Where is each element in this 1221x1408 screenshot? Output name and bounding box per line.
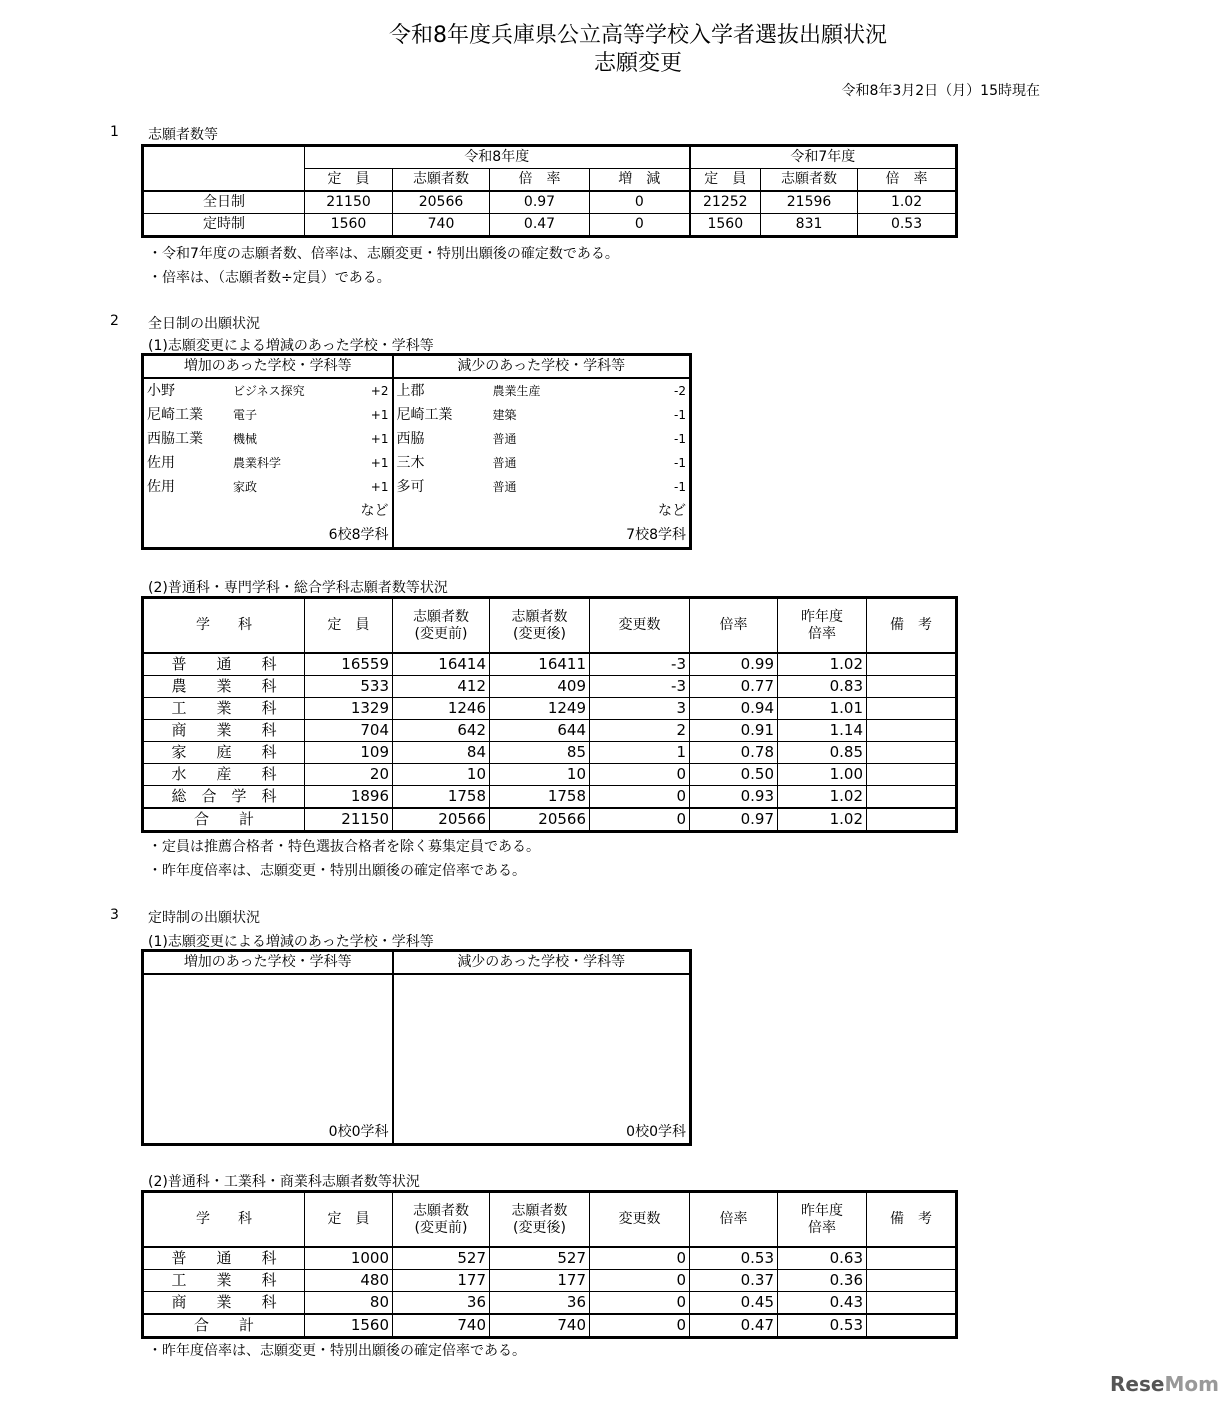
department-name: 機械 — [233, 431, 258, 446]
cell: 831 — [761, 214, 858, 236]
school-name: 尼崎工業 — [396, 406, 453, 423]
cell: 1329 — [305, 698, 393, 720]
dept-label: 家 庭 科 — [144, 742, 305, 764]
section-2-sub1: (1)志願変更による増減のあった学校・学科等 — [148, 338, 434, 354]
cell: 0.78 — [690, 742, 778, 764]
cell: 1560 — [305, 214, 393, 236]
list-item — [394, 403, 690, 427]
summary-table — [143, 146, 956, 236]
list-item — [144, 427, 392, 451]
school-name: 多可 — [396, 478, 425, 495]
department-name: 電子 — [233, 407, 258, 422]
col-header: 定 員 — [305, 599, 393, 654]
cell: 36 — [393, 1292, 490, 1315]
note: ・定員は推薦合格者・特色選抜合格者を除く募集定員である。 — [148, 839, 540, 855]
cell — [867, 808, 956, 831]
cell: 0.53 — [690, 1247, 778, 1270]
school-name: 佐用 — [147, 478, 175, 495]
cell — [867, 1314, 956, 1337]
cell: 740 — [393, 1314, 490, 1337]
delta-value: -1 — [674, 455, 686, 470]
etc-label: など — [658, 502, 686, 519]
cell: 21596 — [761, 191, 858, 214]
dept-label: 普 通 科 — [144, 653, 305, 676]
list-item — [144, 451, 392, 475]
cell: 1896 — [305, 786, 393, 809]
col-header: 志願者数 (変更後) — [490, 599, 590, 654]
cell: 20566 — [393, 808, 490, 831]
cell: 20566 — [393, 191, 490, 214]
decrease-header: 減少のあった学校・学科等 — [393, 952, 690, 975]
cell: 3 — [590, 698, 690, 720]
list-item — [394, 475, 690, 499]
cell: 1.00 — [778, 764, 867, 786]
list-item — [394, 427, 690, 451]
section-2-heading: 全日制の出願状況 — [148, 316, 260, 332]
school-name: 尼崎工業 — [147, 406, 203, 423]
col-header: 志願者数 — [393, 169, 490, 192]
cell: 0.53 — [858, 214, 956, 236]
cell: 20 — [305, 764, 393, 786]
cell — [867, 1292, 956, 1315]
list-item — [144, 403, 392, 427]
section-3-number: 3 — [110, 907, 119, 923]
cell: 0.94 — [690, 698, 778, 720]
cell: 0.63 — [778, 1247, 867, 1270]
as-of-date: 令和8年3月2日（月）15時現在 — [841, 83, 1040, 99]
cell: 0 — [590, 191, 690, 214]
changes-table-parttime — [143, 951, 690, 1144]
cell — [867, 720, 956, 742]
dept-label: 農 業 科 — [144, 676, 305, 698]
row-label: 定時制 — [144, 214, 305, 236]
cell: 0 — [590, 1292, 690, 1315]
cell — [867, 786, 956, 809]
cell — [867, 742, 956, 764]
cell: 1758 — [490, 786, 590, 809]
cell: 0.77 — [690, 676, 778, 698]
page-title: 令和8年度兵庫県公立高等学校入学者選抜出願状況 — [389, 23, 887, 48]
table-row — [144, 214, 956, 236]
col-header: 変更数 — [590, 599, 690, 654]
cell: 21252 — [690, 191, 761, 214]
cell: 642 — [393, 720, 490, 742]
cell: 0 — [590, 786, 690, 809]
changes-table-fulltime — [143, 355, 690, 548]
dept-label: 総 合 学 科 — [144, 786, 305, 809]
cell: 0.47 — [490, 214, 590, 236]
cell: 0.36 — [778, 1270, 867, 1292]
list-item — [144, 379, 392, 403]
cell: -3 — [590, 676, 690, 698]
cell: 85 — [490, 742, 590, 764]
section-2-sub2: (2)普通科・専門学科・総合学科志願者数等状況 — [148, 580, 448, 596]
cell: 1.02 — [778, 653, 867, 676]
cell: 1246 — [393, 698, 490, 720]
col-header: 変更数 — [590, 1193, 690, 1248]
department-name: 普通 — [492, 431, 517, 446]
cell: 10 — [393, 764, 490, 786]
table-row — [144, 720, 956, 742]
dept-table-fulltime — [143, 598, 956, 831]
cell: 0.97 — [690, 808, 778, 831]
col-header: 倍 率 — [490, 169, 590, 192]
cell: 21150 — [305, 191, 393, 214]
cell: 1 — [590, 742, 690, 764]
cell: 21150 — [305, 808, 393, 831]
cell: 0.99 — [690, 653, 778, 676]
department-name: 普通 — [492, 479, 517, 494]
dept-label: 合 計 — [144, 808, 305, 831]
resemom-logo: ReseMom — [1110, 1372, 1219, 1396]
total-count: 7校8学科 — [626, 526, 686, 543]
col-header: 昨年度 倍率 — [778, 599, 867, 654]
cell: 409 — [490, 676, 590, 698]
etc-label: など — [360, 502, 389, 519]
cell: 1560 — [305, 1314, 393, 1337]
table-row — [144, 1292, 956, 1315]
cell: 0 — [590, 1270, 690, 1292]
dept-label: 工 業 科 — [144, 1270, 305, 1292]
page-subtitle: 志願変更 — [593, 51, 682, 76]
col-header: 定 員 — [305, 169, 393, 192]
cell: 0.43 — [778, 1292, 867, 1315]
cell: 0.50 — [690, 764, 778, 786]
cell: 0.53 — [778, 1314, 867, 1337]
col-header: 志願者数 (変更前) — [393, 599, 490, 654]
note: ・昨年度倍率は、志願変更・特別出願後の確定倍率である。 — [148, 863, 526, 879]
col-header: 備 考 — [867, 599, 956, 654]
note: ・令和7年度の志願者数、倍率は、志願変更・特別出願後の確定数である。 — [148, 246, 619, 262]
year8-header: 令和8年度 — [305, 147, 690, 169]
col-header: 学 科 — [144, 599, 305, 654]
delta-value: +2 — [370, 383, 389, 398]
dept-label: 普 通 科 — [144, 1247, 305, 1270]
cell: 1000 — [305, 1247, 393, 1270]
cell: 0 — [590, 1247, 690, 1270]
department-name: 農業科学 — [233, 455, 282, 470]
cell: 109 — [305, 742, 393, 764]
col-header: 倍率 — [690, 1193, 778, 1248]
delta-value: +1 — [370, 407, 389, 422]
list-item — [144, 475, 392, 499]
row-label: 全日制 — [144, 191, 305, 214]
note: ・倍率は、（志願者数÷定員）である。 — [148, 270, 391, 286]
cell — [867, 1247, 956, 1270]
cell: 1.02 — [858, 191, 956, 214]
school-name: 西脇工業 — [147, 430, 203, 447]
cell — [867, 653, 956, 676]
cell: 1.14 — [778, 720, 867, 742]
cell — [867, 764, 956, 786]
cell: 80 — [305, 1292, 393, 1315]
cell: 0.85 — [778, 742, 867, 764]
cell: 10 — [490, 764, 590, 786]
cell: 16411 — [490, 653, 590, 676]
table-row — [144, 191, 956, 214]
cell — [867, 1270, 956, 1292]
increase-header: 増加のあった学校・学科等 — [144, 952, 393, 975]
school-name: 西脇 — [396, 430, 425, 447]
table-row — [144, 698, 956, 720]
cell: 0.83 — [778, 676, 867, 698]
dept-label: 合 計 — [144, 1314, 305, 1337]
department-name: ビジネス探究 — [233, 383, 305, 398]
increase-header: 増加のあった学校・学科等 — [144, 356, 393, 379]
cell: 740 — [490, 1314, 590, 1337]
cell: 1560 — [690, 214, 761, 236]
delta-value: +1 — [370, 455, 389, 470]
decrease-header: 減少のあった学校・学科等 — [393, 356, 690, 379]
cell: 0 — [590, 764, 690, 786]
cell: 36 — [490, 1292, 590, 1315]
cell: 0 — [590, 1314, 690, 1337]
cell: 527 — [393, 1247, 490, 1270]
cell: 527 — [490, 1247, 590, 1270]
col-header: 昨年度 倍率 — [778, 1193, 867, 1248]
cell — [867, 698, 956, 720]
col-header: 定 員 — [305, 1193, 393, 1248]
cell: 1758 — [393, 786, 490, 809]
section-3-heading: 定時制の出願状況 — [148, 910, 260, 926]
cell: -3 — [590, 653, 690, 676]
school-name: 三木 — [396, 454, 425, 471]
table-row — [144, 808, 956, 831]
total-count: 6校8学科 — [328, 526, 389, 543]
delta-value: -1 — [674, 431, 686, 446]
cell: 177 — [490, 1270, 590, 1292]
delta-value: +1 — [370, 431, 389, 446]
dept-table-parttime — [143, 1192, 956, 1337]
school-name: 小野 — [147, 382, 175, 399]
year7-header: 令和7年度 — [690, 147, 956, 169]
cell: 0.93 — [690, 786, 778, 809]
cell: 0.37 — [690, 1270, 778, 1292]
cell — [867, 676, 956, 698]
increase-total: 0校0学科 — [144, 974, 393, 1144]
cell: 84 — [393, 742, 490, 764]
section-1-heading: 志願者数等 — [148, 127, 218, 143]
col-header: 志願者数 (変更前) — [393, 1193, 490, 1248]
corner-cell — [144, 147, 305, 192]
cell: 1249 — [490, 698, 590, 720]
table-row — [144, 1247, 956, 1270]
department-name: 農業生産 — [492, 383, 541, 398]
cell: 533 — [305, 676, 393, 698]
cell: 0.91 — [690, 720, 778, 742]
list-item — [394, 379, 690, 403]
cell: 16559 — [305, 653, 393, 676]
col-header: 倍 率 — [858, 169, 956, 192]
cell: 1.01 — [778, 698, 867, 720]
dept-label: 工 業 科 — [144, 698, 305, 720]
section-2-number: 2 — [110, 313, 119, 329]
cell: 20566 — [490, 808, 590, 831]
department-name: 家政 — [233, 479, 258, 494]
table-row — [144, 653, 956, 676]
delta-value: -2 — [674, 383, 686, 398]
section-3-sub1: (1)志願変更による増減のあった学校・学科等 — [148, 934, 434, 950]
cell: 1.02 — [778, 808, 867, 831]
department-name: 建築 — [492, 407, 517, 422]
col-header: 志願者数 (変更後) — [490, 1193, 590, 1248]
cell: 0.47 — [690, 1314, 778, 1337]
list-item — [394, 451, 690, 475]
section-1-number: 1 — [110, 124, 119, 140]
cell: 704 — [305, 720, 393, 742]
col-header: 倍率 — [690, 599, 778, 654]
col-header: 増 減 — [590, 169, 690, 192]
dept-label: 商 業 科 — [144, 1292, 305, 1315]
school-name: 佐用 — [147, 454, 175, 471]
table-row — [144, 1314, 956, 1337]
cell: 644 — [490, 720, 590, 742]
department-name: 普通 — [492, 455, 517, 470]
cell: 1.02 — [778, 786, 867, 809]
cell: 0.97 — [490, 191, 590, 214]
decrease-total: 0校0学科 — [393, 974, 690, 1144]
cell: 2 — [590, 720, 690, 742]
cell: 480 — [305, 1270, 393, 1292]
table-row — [144, 1270, 956, 1292]
cell: 177 — [393, 1270, 490, 1292]
dept-label: 水 産 科 — [144, 764, 305, 786]
col-header: 学 科 — [144, 1193, 305, 1248]
cell: 0 — [590, 808, 690, 831]
table-row — [144, 742, 956, 764]
col-header: 志願者数 — [761, 169, 858, 192]
cell: 0.45 — [690, 1292, 778, 1315]
table-row — [144, 764, 956, 786]
delta-value: -1 — [674, 407, 686, 422]
col-header: 備 考 — [867, 1193, 956, 1248]
table-row — [144, 676, 956, 698]
cell: 16414 — [393, 653, 490, 676]
cell: 740 — [393, 214, 490, 236]
delta-value: -1 — [674, 479, 686, 494]
cell: 412 — [393, 676, 490, 698]
section-3-sub2: (2)普通科・工業科・商業科志願者数等状況 — [148, 1174, 420, 1190]
note: ・昨年度倍率は、志願変更・特別出願後の確定倍率である。 — [148, 1343, 526, 1359]
dept-label: 商 業 科 — [144, 720, 305, 742]
col-header: 定 員 — [690, 169, 761, 192]
delta-value: +1 — [370, 479, 389, 494]
table-row — [144, 786, 956, 809]
cell: 0 — [590, 214, 690, 236]
school-name: 上郡 — [396, 382, 425, 399]
